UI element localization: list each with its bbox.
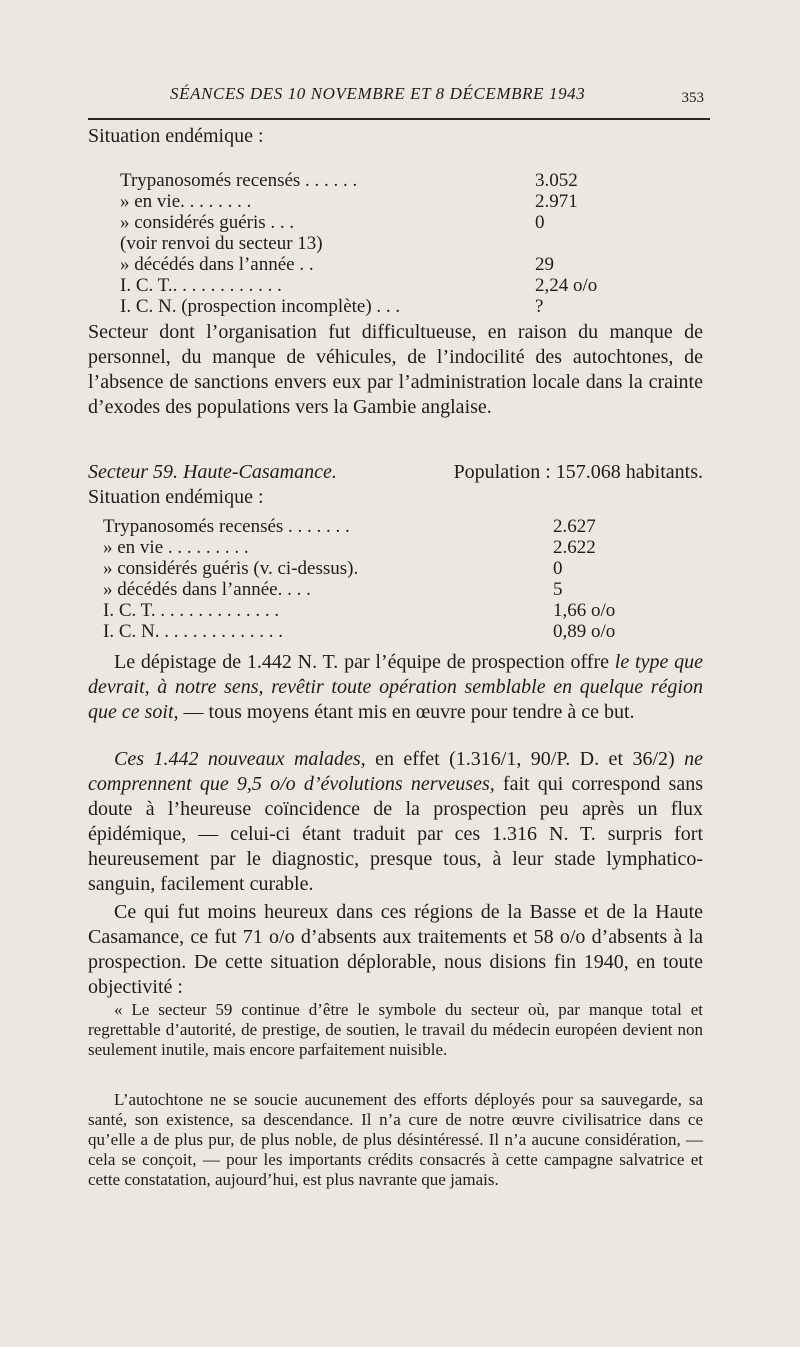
paragraph-depistage xyxy=(88,650,703,725)
quote-text-1: « Le secteur 59 continue d’être le symbole du secteur où, par manque total et regrettable d’autorité, de prestige, de soutien, le travail du médecin européen devient non seulement inutile, mais encore parfaitement nuisible. xyxy=(88,1000,703,1059)
row-value: 0 xyxy=(535,212,545,233)
running-header xyxy=(88,78,710,120)
row-value: 1,66 o/o xyxy=(553,600,616,621)
table-row xyxy=(120,233,600,254)
row-value: 0 xyxy=(553,558,563,579)
table-row xyxy=(120,170,600,191)
table-row xyxy=(103,621,663,642)
depistage-italic: le type que devrait, à notre sens, revêtir toute opération semblable en quelque région que ce soit, xyxy=(88,651,704,723)
row-value: ? xyxy=(535,296,544,317)
endemic-table-2 xyxy=(103,516,663,642)
paragraph-nouveaux-malades xyxy=(88,747,703,897)
sector-population: Population : 157.068 habitants. xyxy=(453,461,703,483)
quote-text-2: L’autochtone ne se soucie aucunement des efforts déployés pour sa sauvegarde, sa santé, son existence, sa descendance. Il n’a cure de notre œuvre civilisatrice dans ce qu’elle a de plus pur, de plus noble, de plus désintéressé. Il n’a aucune considération, — cela se conçoit, — pour les importants crédits consacrés à cette campagne salvatrice et cette constatation, aujourd’hui, est plus navrante que jamais. xyxy=(88,1090,703,1189)
row-value: 2,24 o/o xyxy=(535,275,598,296)
row-value: 2.622 xyxy=(553,537,596,558)
malades-italic-c: ne comprennent que 9,5 o/o d’évolutions nerveuses, xyxy=(88,748,703,795)
sector-title-line xyxy=(88,460,703,485)
table-row xyxy=(103,558,663,579)
table-row xyxy=(103,516,663,537)
row-value: 2.971 xyxy=(535,191,578,212)
quote-paragraph-1 xyxy=(88,1000,703,1060)
row-value: 2.627 xyxy=(553,516,596,537)
sector-59-header xyxy=(88,460,703,510)
row-value: 0,89 o/o xyxy=(553,621,616,642)
row-label: (voir renvoi du secteur 13) xyxy=(120,233,323,254)
page-number: 353 xyxy=(681,90,704,106)
table-row xyxy=(120,296,600,317)
table-row xyxy=(120,275,600,296)
depistage-tail: — tous moyens étant mis en œuvre pour tendre à ce but. xyxy=(178,701,635,723)
row-label: » en vie. . . . . . . . xyxy=(120,191,252,212)
header-title: SÉANCES DES 10 NOVEMBRE ET 8 DÉCEMBRE 1943 xyxy=(170,84,586,103)
quote-paragraph-2 xyxy=(88,1090,703,1190)
paragraph-organisation: Secteur dont l’organisation fut difficultueuse, en raison du manque de personnel, du manque de véhicules, de l’indocilité des autochtones, de l’absence de sanctions envers eux par l’administration locale dans la crainte d’exodes des populations vers la Gambie anglaise. xyxy=(88,321,703,418)
malades-text-b: en effet (1.316/1, 90/P. D. et 36/2) xyxy=(365,748,685,770)
row-label: Trypanosomés recensés . . . . . . . xyxy=(103,516,350,537)
situation-heading-2: Situation endémique : xyxy=(88,486,264,508)
table-row xyxy=(103,537,663,558)
malades-italic-a: Ces 1.442 nouveaux malades, xyxy=(114,748,366,770)
row-label: » décédés dans l’année . . xyxy=(120,254,314,275)
row-label: I. C. N. (prospection incomplète) . . . xyxy=(120,296,401,317)
row-label: » décédés dans l’année. . . . xyxy=(103,579,311,600)
endemic-table-1 xyxy=(120,170,600,317)
table-row xyxy=(103,600,663,621)
row-label: » considérés guéris . . . xyxy=(120,212,295,233)
row-label: » considérés guéris (v. ci-dessus). xyxy=(103,558,359,579)
table-row xyxy=(120,191,600,212)
malades-text-d: fait qui correspond sans doute à l’heureuse coïncidence de la prospection peu après un flux épidémique, — celui-ci étant traduit par ces 1.316 N. T. surpris fort heureusement par le diagnostic, presque tous, à leur stade lymphatico-sanguin, facilement curable. xyxy=(88,773,703,895)
row-label: I. C. T.. . . . . . . . . . . . xyxy=(120,275,282,296)
row-label: Trypanosomés recensés . . . . . . xyxy=(120,170,358,191)
sector-name: Secteur 59. Haute-Casamance. xyxy=(88,461,337,483)
row-value: 3.052 xyxy=(535,170,578,191)
row-label: I. C. T. . . . . . . . . . . . . . xyxy=(103,600,280,621)
row-value: 29 xyxy=(535,254,554,275)
table-row xyxy=(103,579,663,600)
row-label: I. C. N. . . . . . . . . . . . . . xyxy=(103,621,283,642)
depistage-text: Le dépistage de 1.442 N. T. par l’équipe de prospection offre xyxy=(114,651,609,673)
row-label: » en vie . . . . . . . . . xyxy=(103,537,249,558)
situation-heading-1: Situation endémique : xyxy=(88,125,264,147)
table-row xyxy=(120,212,600,233)
row-value: 5 xyxy=(553,579,563,600)
paragraph-absents xyxy=(88,900,703,1000)
absents-text: Ce qui fut moins heureux dans ces régions de la Basse et de la Haute Casamance, ce fut 71 o/o d’absents aux traitements et 58 o/o d’absents à la prospection. De cette situation déplorable, nous disions fin 1940, en toute objectivité : xyxy=(88,901,703,998)
table-row xyxy=(120,254,600,275)
